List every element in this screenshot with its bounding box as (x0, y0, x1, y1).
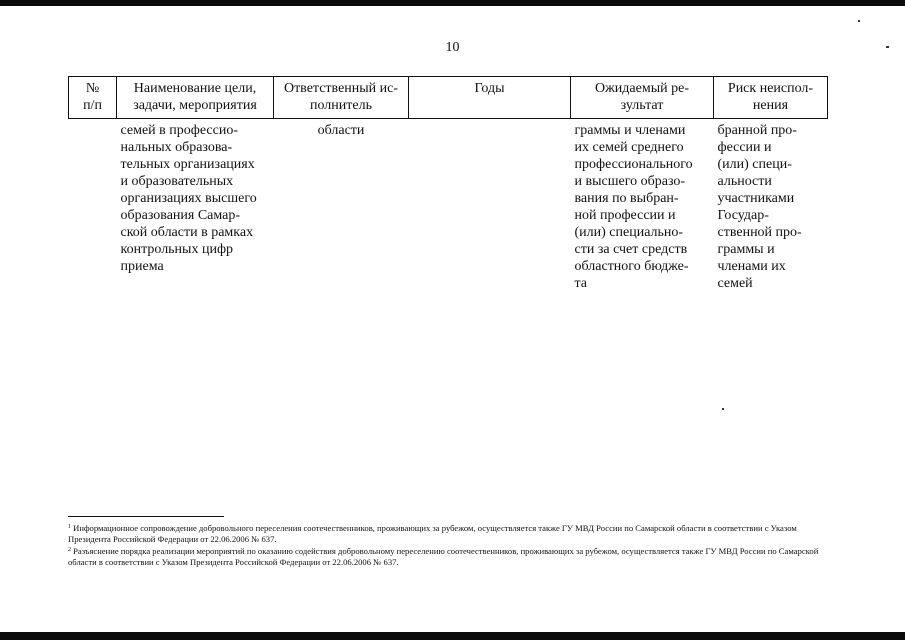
cell-years (409, 119, 571, 293)
cell-risk: бранной про- фессии и (или) специ- альности участниками Государ- ственной про- граммы и членами их семей (717, 123, 802, 291)
cell-number (69, 119, 117, 293)
footnote-2 (68, 545, 828, 568)
page-number: 10 (445, 40, 460, 55)
cell-responsible: области (317, 123, 365, 138)
cell-name: семей в профессио- нальных образова- тельных организациях и образовательных организациях высшего образования Самар- ской области в рамках контрольных цифр приема (120, 123, 257, 274)
scan-speck (722, 408, 724, 410)
footnote-separator (68, 516, 224, 517)
header-number: № п/п (69, 77, 117, 119)
scan-border-top (0, 0, 905, 6)
footnote-2-text: Разъяснение порядка реализации мероприятий по оказанию содействия добровольному переселению соотечественников, проживающих за рубежом, осуществляется также ГУ МВД России по Самарской области в соответствии с Указом Президента Российской Федерации от 22.06.2006 № 637. (68, 546, 819, 567)
footnote-1 (68, 522, 828, 545)
footnote-2-mark: 2 (68, 547, 71, 553)
header-name: Наименование цели, задачи, мероприятия (117, 77, 274, 119)
scan-speck (858, 20, 860, 22)
table-header-row (69, 77, 828, 119)
header-responsible: Ответственный ис- полнитель (274, 77, 409, 119)
table-row (69, 119, 828, 293)
footnote-1-mark: 1 (68, 524, 71, 530)
scan-speck (886, 46, 889, 48)
program-table (68, 76, 828, 292)
footnote-1-text: Информационное сопровождение добровольного переселения соотечественников, проживающих за рубежом, осуществляется также ГУ МВД России по Самарской области в соответствии с Указом Президента Российской Федерации от 22.06.2006 № 637. (68, 523, 797, 544)
scan-border-bottom (0, 632, 905, 640)
cell-result: граммы и членами их семей среднего профессионального и высшего образо- вания по выбран- ной профессии и (или) специально- сти за счет средств областного бюдже- та (574, 123, 693, 291)
footnotes (68, 522, 828, 568)
header-risk: Риск неиспол- нения (714, 77, 828, 119)
header-result: Ожидаемый ре- зультат (571, 77, 714, 119)
header-years: Годы (409, 77, 571, 119)
